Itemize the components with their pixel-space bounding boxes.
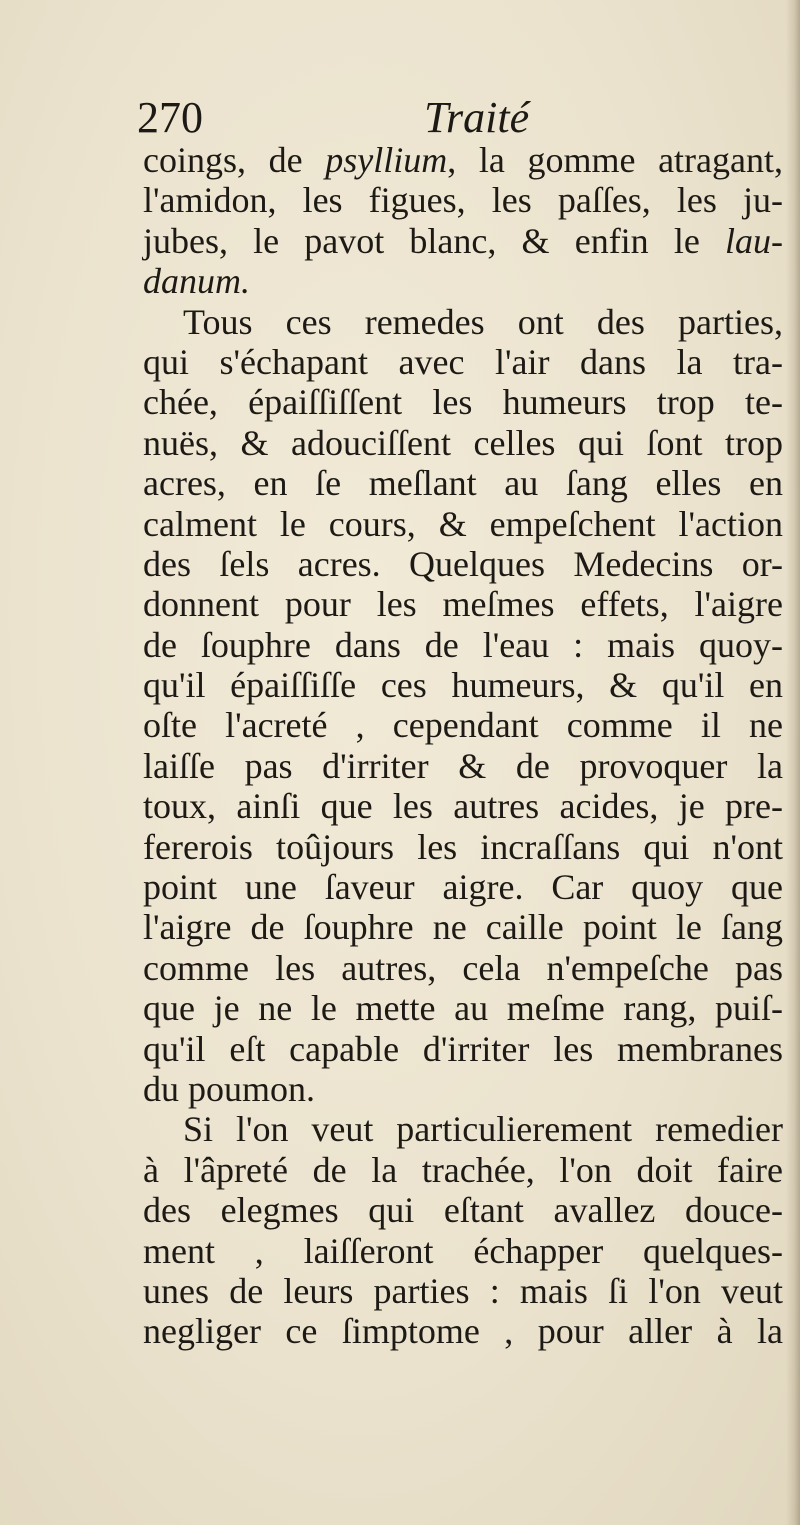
body-text (143, 140, 783, 1352)
italic-term: psyllium (325, 140, 448, 180)
italic-term: lau- (725, 220, 783, 261)
text-line: point une ſaveur aigre. Car quoy que (143, 867, 783, 908)
text-line: ment , laiſſeront échapper quelques- (143, 1230, 783, 1271)
text-line: nuës, & adouciſſent celles qui ſont trop (143, 422, 783, 463)
text-line: l'amidon, les figues, les paſſes, les ju- (143, 180, 783, 221)
paragraph-start-line: Si l'on veut particulierement remedier (183, 1109, 783, 1150)
text-line: des elegmes qui eſtant avallez douce- (143, 1190, 783, 1231)
text-line: l'aigre de ſouphre ne caille point le ſang (143, 907, 783, 948)
text-line: chée, épaiſſiſſent les humeurs trop te- (143, 382, 783, 423)
text-line: que je ne le mette au meſme rang, puiſ- (143, 988, 783, 1029)
text-line: du poumon. (143, 1068, 316, 1109)
text-line: coings, de psyllium, la gomme atragant, (143, 140, 784, 180)
text-line: negliger ce ſimptome , pour aller à la (143, 1311, 783, 1352)
text-line: qu'il épaiſſiſſe ces humeurs, & qu'il en (143, 665, 783, 706)
running-title: Traité (424, 93, 530, 142)
text-line: unes de leurs parties : mais ſi l'on veut (143, 1270, 783, 1311)
text-line: toux, ainſi que les autres acides, je pre- (143, 786, 783, 827)
text-line: à l'âpreté de la trachée, l'on doit faire (143, 1149, 783, 1190)
text-line: donnent pour les meſmes effets, l'aigre (143, 584, 783, 625)
text-line: comme les autres, cela n'empeſche pas (143, 947, 783, 988)
text-line: calment le cours, & empeſchent l'action (143, 503, 783, 544)
text-line: acres, en ſe meſlant au ſang elles en (143, 463, 783, 504)
page-number: 270 (137, 93, 203, 142)
page-edge-shadow (786, 0, 800, 1525)
text-line: des ſels acres. Quelques Medecins or- (143, 543, 783, 584)
text-line: qu'il eſt capable d'irriter les membranes (143, 1028, 783, 1069)
text-line: de ſouphre dans de l'eau : mais quoy- (143, 624, 783, 665)
text-line: qui s'échapant avec l'air dans la tra- (143, 341, 783, 382)
paragraph-start-line: Tous ces remedes ont des parties, (183, 301, 783, 342)
text-line: danum. (143, 261, 250, 302)
page-header (137, 88, 557, 148)
text-line: fererois toûjours les incraſſans qui n'ont (143, 826, 783, 867)
text-line: jubes, le pavot blanc, & enfin le lau- (143, 220, 783, 261)
text-line: laiſſe pas d'irriter & de provoquer la (143, 745, 783, 786)
text-line: oſte l'acreté , cependant comme il ne (143, 705, 783, 746)
